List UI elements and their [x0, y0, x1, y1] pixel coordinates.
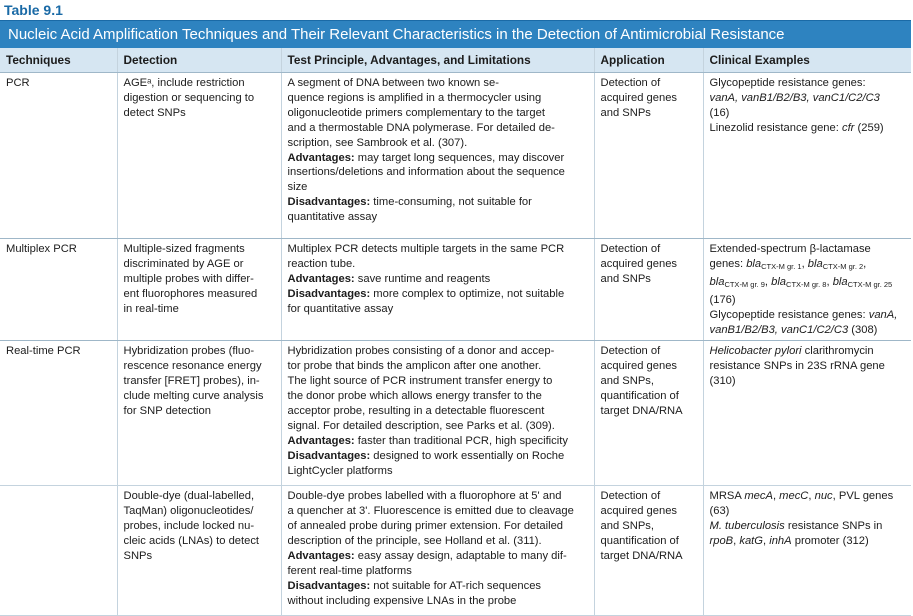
- application-cell: Detection of acquired genes and SNPs, quantification of target DNA/RNA: [594, 486, 703, 616]
- header-techniques: Techniques: [0, 48, 117, 73]
- header-row: [0, 48, 911, 73]
- header-application: Application: [594, 48, 703, 73]
- table-number: Table 9.1: [4, 2, 63, 18]
- technique-cell: Multiplex PCR: [0, 239, 117, 341]
- technique-cell: Real-time PCR: [0, 341, 117, 486]
- advantages-label: Advantages:: [287, 151, 355, 164]
- principle-cell: A segment of DNA between two known se- quence regions is amplified in a thermocycler using oligonucleotide primers complementary to the target and a thermostable DNA polymerase. For detailed de- scription, see Sambrook et al. (307). Advantages: may target long sequences, may discover insertions/deletions and information about the sequence size Disadvantages: time-consuming, not suitable for quantitative assay: [281, 73, 594, 239]
- application-cell: Detection of acquired genes and SNPs: [594, 239, 703, 341]
- detection-cell: AGEᵃ, include restriction digestion or sequencing to detect SNPs: [117, 73, 281, 239]
- clinical-cell: Glycopeptide resistance genes: vanA, vanB1/B2/B3, vanC1/C2/C3 (16) Linezolid resistance gene: cfr (259): [703, 73, 911, 239]
- disadvantages-label: Disadvantages:: [287, 196, 371, 209]
- amplification-table: [0, 48, 911, 616]
- principle-cell: Hybridization probes consisting of a donor and accep- tor probe that binds the amplicon after one another. The light source of PCR instrument transfer energy to the donor probe which allows energy transfer to the acceptor probe, resulting in a detectable fluorescent signal. For detailed description, see Parks et al. (309). Advantages: faster than traditional PCR, high specificity Disadvantages: designed to work essentially on Roche LightCycler platforms: [281, 341, 594, 486]
- application-cell: Detection of acquired genes and SNPs: [594, 73, 703, 239]
- table-row: [0, 341, 911, 486]
- technique-cell: [0, 486, 117, 616]
- principle-cell: Double-dye probes labelled with a fluorophore at 5' and a quencher at 3'. Fluorescence is emitted due to cleavage of annealed probe during primer extension. For detailed description of the principle, see Holland et al. (311). Advantages: easy assay design, adaptable to many dif- ferent real-time platforms Disadvantages: not suitable for AT-rich sequences without including expensive LNAs in the probe: [281, 486, 594, 616]
- disadvantages-label: Disadvantages:: [287, 449, 371, 462]
- clinical-cell: Helicobacter pylori clarithromycin resistance SNPs in 23S rRNA gene (310): [703, 341, 911, 486]
- disadvantages-label: Disadvantages:: [287, 287, 371, 300]
- advantages-label: Advantages:: [287, 550, 355, 563]
- application-cell: Detection of acquired genes and SNPs, quantification of target DNA/RNA: [594, 341, 703, 486]
- clinical-cell: Extended-spectrum β-lactamase genes: bla$_{CTX-M gr. 1}$, bla$_{CTX-M gr. 2}$, bla$_{CTX-M gr. 9}$, bla$_{CTX-M gr. 8}$, bla$_{CTX-M gr. 25}$ (176) Glycopeptide resistance genes: vanA, vanB1/B2/B3, vanC1/C2/C3 (308): [703, 239, 911, 341]
- header-detection: Detection: [117, 48, 281, 73]
- advantages-label: Advantages:: [287, 272, 355, 285]
- clinical-cell: MRSA mecA, mecC, nuc, PVL genes (63) M. tuberculosis resistance SNPs in rpoB, katG, inhA promoter (312): [703, 486, 911, 616]
- header-clinical-examples: Clinical Examples: [703, 48, 911, 73]
- table-row: [0, 486, 911, 616]
- disadvantages-label: Disadvantages:: [287, 579, 371, 592]
- table-row: [0, 73, 911, 239]
- table-row: [0, 239, 911, 341]
- technique-cell: PCR: [0, 73, 117, 239]
- principle-cell: Multiplex PCR detects multiple targets in the same PCR reaction tube. Advantages: save runtime and reagents Disadvantages: more complex to optimize, not suitable for quantitative assay: [281, 239, 594, 341]
- header-principle: Test Principle, Advantages, and Limitations: [281, 48, 594, 73]
- detection-cell: Multiple-sized fragments discriminated by AGE or multiple probes with differ- ent fluorophores measured in real-time: [117, 239, 281, 341]
- detection-cell: Hybridization probes (fluo- rescence resonance energy transfer [FRET] probes), in- clude melting curve analysis for SNP detection: [117, 341, 281, 486]
- advantages-label: Advantages:: [287, 434, 355, 447]
- detection-cell: Double-dye (dual-labelled, TaqMan) oligonucleotides/ probes, include locked nu- cleic acids (LNAs) to detect SNPs: [117, 486, 281, 616]
- table-caption: Nucleic Acid Amplification Techniques and Their Relevant Characteristics in the Detection of Antimicrobial Resistance: [0, 20, 911, 48]
